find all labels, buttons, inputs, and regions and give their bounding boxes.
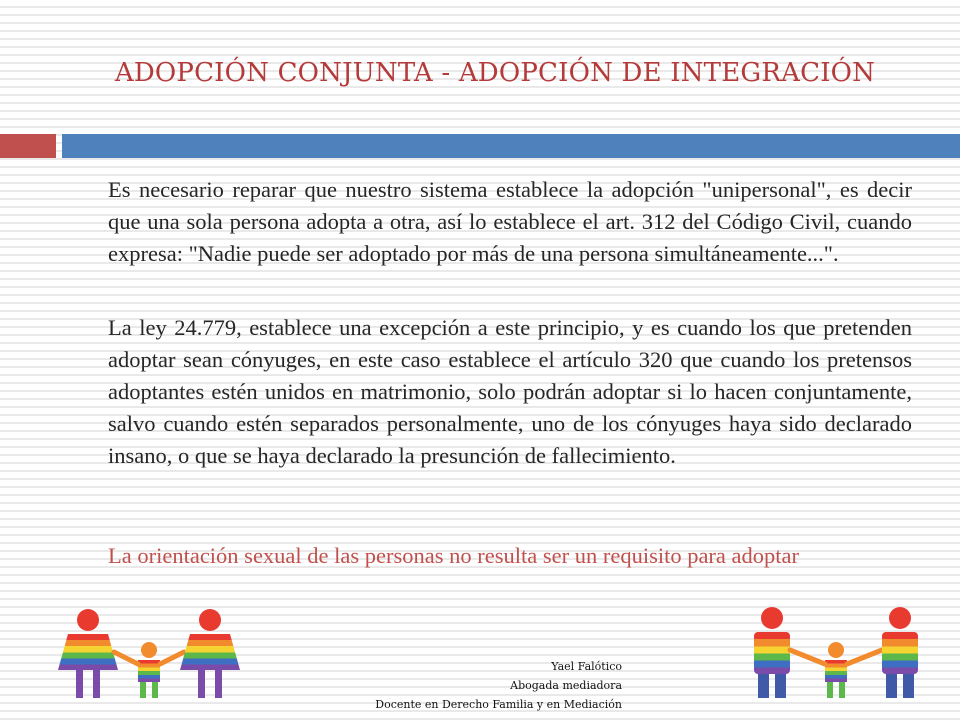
slide-title: ADOPCIÓN CONJUNTA - ADOPCIÓN DE INTEGRACIÓN: [114, 58, 876, 88]
rainbow-family-two-women-icon: [54, 604, 244, 700]
accent-bar-blue: [62, 134, 960, 158]
paragraph-orientacion-sexual: La orientación sexual de las personas no resulta ser un requisito para adoptar: [108, 543, 800, 568]
paragraph-ley-24779: La ley 24.779, establece una excepción a este principio, y es cuando los que pretenden adoptar sean cónyuges, en este caso establece el artículo 320 que cuando los pretensos adoptantes estén unidos en matrimonio, solo podrán adoptar si lo hacen conjuntamente, salvo cuando estén separados personalmente, uno de los cónyuges haya sido declarado insano, o que se haya declarado la presunción de fallecimiento.: [108, 315, 912, 468]
author-teaching: Docente en Derecho Familia y en Mediación: [375, 698, 622, 711]
accent-bar-red: [0, 134, 56, 158]
rainbow-family-two-men-icon: [736, 604, 936, 700]
author-name: Yael Falótico: [551, 660, 622, 673]
paragraph-unipersonal: Es necesario reparar que nuestro sistema establece la adopción "unipersonal", es decir que una sola persona adopta a otra, así lo establece el art. 312 del Código Civil, cuando expresa: "Nadie puede ser adoptado por más de una persona simultáneamente...".: [108, 177, 912, 266]
author-role: Abogada mediadora: [510, 679, 622, 692]
author-credits: [375, 657, 622, 714]
